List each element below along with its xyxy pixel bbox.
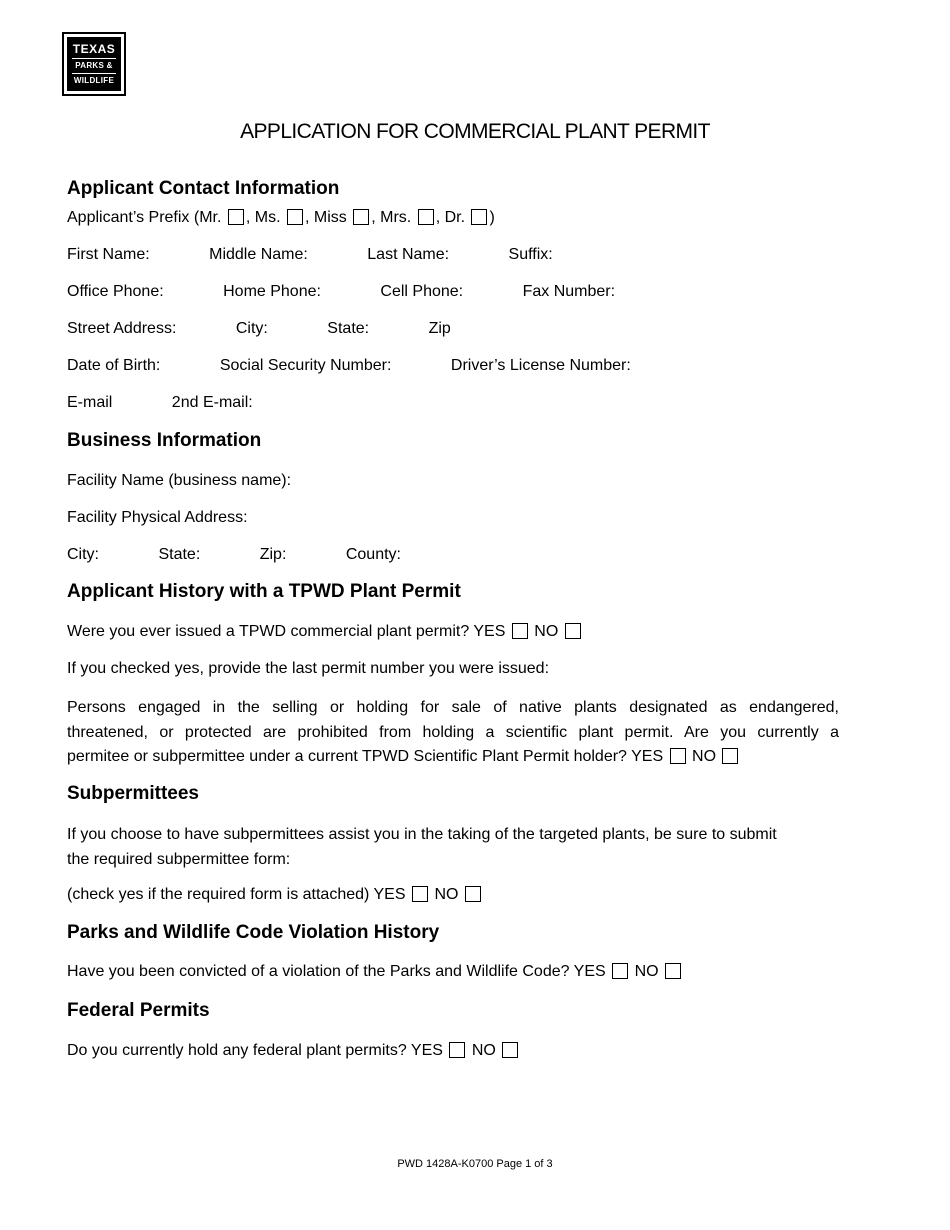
email-field[interactable]: E-mail xyxy=(67,394,113,411)
prefix-miss-checkbox[interactable] xyxy=(353,209,369,225)
suffix-field[interactable]: Suffix: xyxy=(508,246,553,263)
last-name-field[interactable]: Last Name: xyxy=(367,246,450,263)
federal-question: Do you currently hold any federal plant permits? YES xyxy=(67,1042,443,1059)
subpermittee-no-checkbox[interactable] xyxy=(465,886,481,902)
violation-heading: Parks and Wildlife Code Violation History xyxy=(67,922,440,943)
logo-parks: PARKS & xyxy=(75,61,113,70)
federal-heading: Federal Permits xyxy=(67,1000,210,1021)
paragraph-line: If you choose to have subpermittees assist you in the taking of the targeted plants, be sure to submit xyxy=(67,826,777,843)
home-phone-field[interactable]: Home Phone: xyxy=(223,283,321,300)
prefix-row xyxy=(67,209,495,227)
violation-question: Have you been convicted of a violation of the Parks and Wildlife Code? YES xyxy=(67,963,606,980)
subpermittees-heading: Subpermittees xyxy=(67,783,199,804)
first-name-field[interactable]: First Name: xyxy=(67,246,150,263)
drivers-license-field[interactable]: Driver’s License Number: xyxy=(450,357,631,374)
prefix-ms-label: , Ms. xyxy=(245,209,281,226)
facility-address-field[interactable]: Facility Physical Address: xyxy=(67,509,248,526)
phone-row xyxy=(67,283,615,301)
prefix-mrs-label: , Mrs. xyxy=(371,209,412,226)
email-row xyxy=(67,394,253,412)
subpermittee-form-question: (check yes if the required form is attached) YES xyxy=(67,886,406,903)
paragraph-line: threatened, or protected are prohibited from holding a scientific plant permit. Are you currently a xyxy=(67,723,839,741)
prefix-ms-checkbox[interactable] xyxy=(287,209,303,225)
ssn-field[interactable]: Social Security Number: xyxy=(219,357,392,374)
city-field[interactable]: City: xyxy=(235,320,268,337)
prefix-miss-label: , Miss xyxy=(305,209,347,226)
page-footer: PWD 1428A-K0700 Page 1 of 3 xyxy=(397,1158,553,1170)
state-field[interactable]: State: xyxy=(327,320,370,337)
issued-permit-row xyxy=(67,623,583,641)
street-address-field[interactable]: Street Address: xyxy=(67,320,177,337)
subpermittee-no-label: NO xyxy=(434,886,459,903)
business-city-field[interactable]: City: xyxy=(67,546,99,563)
prefix-dr-label: , Dr. xyxy=(435,209,466,226)
violation-no-checkbox[interactable] xyxy=(665,963,681,979)
history-heading: Applicant History with a TPWD Plant Permit xyxy=(67,581,461,602)
issued-no-checkbox[interactable] xyxy=(565,623,581,639)
prefix-mrs-checkbox[interactable] xyxy=(418,209,434,225)
violation-no-label: NO xyxy=(634,963,659,980)
prefix-label: Applicant’s Prefix (Mr. xyxy=(67,209,222,226)
federal-yes-checkbox[interactable] xyxy=(449,1042,465,1058)
federal-row xyxy=(67,1042,520,1060)
prefix-mr-checkbox[interactable] xyxy=(228,209,244,225)
logo-divider xyxy=(72,73,116,74)
last-permit-number-field[interactable]: If you checked yes, provide the last permit number you were issued: xyxy=(67,660,550,677)
identity-row xyxy=(67,357,631,375)
federal-no-checkbox[interactable] xyxy=(502,1042,518,1058)
federal-no-label: NO xyxy=(471,1042,496,1059)
business-county-field[interactable]: County: xyxy=(345,546,401,563)
scientific-no-checkbox[interactable] xyxy=(722,748,738,764)
address-row xyxy=(67,320,451,338)
scientific-permit-question: permitee or subpermittee under a current TPWD Scientific Plant Permit holder? YES xyxy=(67,748,664,765)
prefix-close: ) xyxy=(489,209,495,226)
tpwd-logo xyxy=(62,32,126,96)
issued-no-label: NO xyxy=(534,623,559,640)
scientific-permit-paragraph xyxy=(67,696,839,770)
cell-phone-field[interactable]: Cell Phone: xyxy=(380,283,464,300)
violation-row xyxy=(67,963,683,981)
contact-heading: Applicant Contact Information xyxy=(67,178,340,199)
business-heading: Business Information xyxy=(67,430,262,451)
paragraph-line: the required subpermittee form: xyxy=(67,850,291,868)
issued-permit-question: Were you ever issued a TPWD commercial plant permit? YES xyxy=(67,623,506,640)
office-phone-field[interactable]: Office Phone: xyxy=(67,283,164,300)
fax-number-field[interactable]: Fax Number: xyxy=(522,283,616,300)
paragraph-line: Persons engaged in the selling or holding for sale of native plants designated as endangered, xyxy=(67,699,839,716)
email2-field[interactable]: 2nd E-mail: xyxy=(171,394,253,411)
facility-name-field[interactable]: Facility Name (business name): xyxy=(67,472,292,489)
subpermittees-paragraph xyxy=(67,823,839,872)
scientific-yes-checkbox[interactable] xyxy=(670,748,686,764)
subpermittee-yes-checkbox[interactable] xyxy=(412,886,428,902)
name-row xyxy=(67,246,553,264)
violation-yes-checkbox[interactable] xyxy=(612,963,628,979)
logo-divider xyxy=(72,58,116,59)
page-title: APPLICATION FOR COMMERCIAL PLANT PERMIT xyxy=(240,120,710,143)
issued-yes-checkbox[interactable] xyxy=(512,623,528,639)
logo-wildlife: WILDLIFE xyxy=(73,76,115,85)
middle-name-field[interactable]: Middle Name: xyxy=(209,246,308,263)
zip-field[interactable]: Zip xyxy=(428,320,451,337)
paragraph-line-with-options xyxy=(67,745,839,770)
business-state-field[interactable]: State: xyxy=(158,546,201,563)
business-zip-field[interactable]: Zip: xyxy=(259,546,287,563)
dob-field[interactable]: Date of Birth: xyxy=(67,357,161,374)
subpermittee-form-row xyxy=(67,886,483,904)
scientific-no-label: NO xyxy=(692,748,717,765)
tpwd-logo-mark xyxy=(66,36,122,92)
logo-texas: TEXAS xyxy=(72,42,116,56)
business-location-row xyxy=(67,546,401,564)
prefix-dr-checkbox[interactable] xyxy=(471,209,487,225)
